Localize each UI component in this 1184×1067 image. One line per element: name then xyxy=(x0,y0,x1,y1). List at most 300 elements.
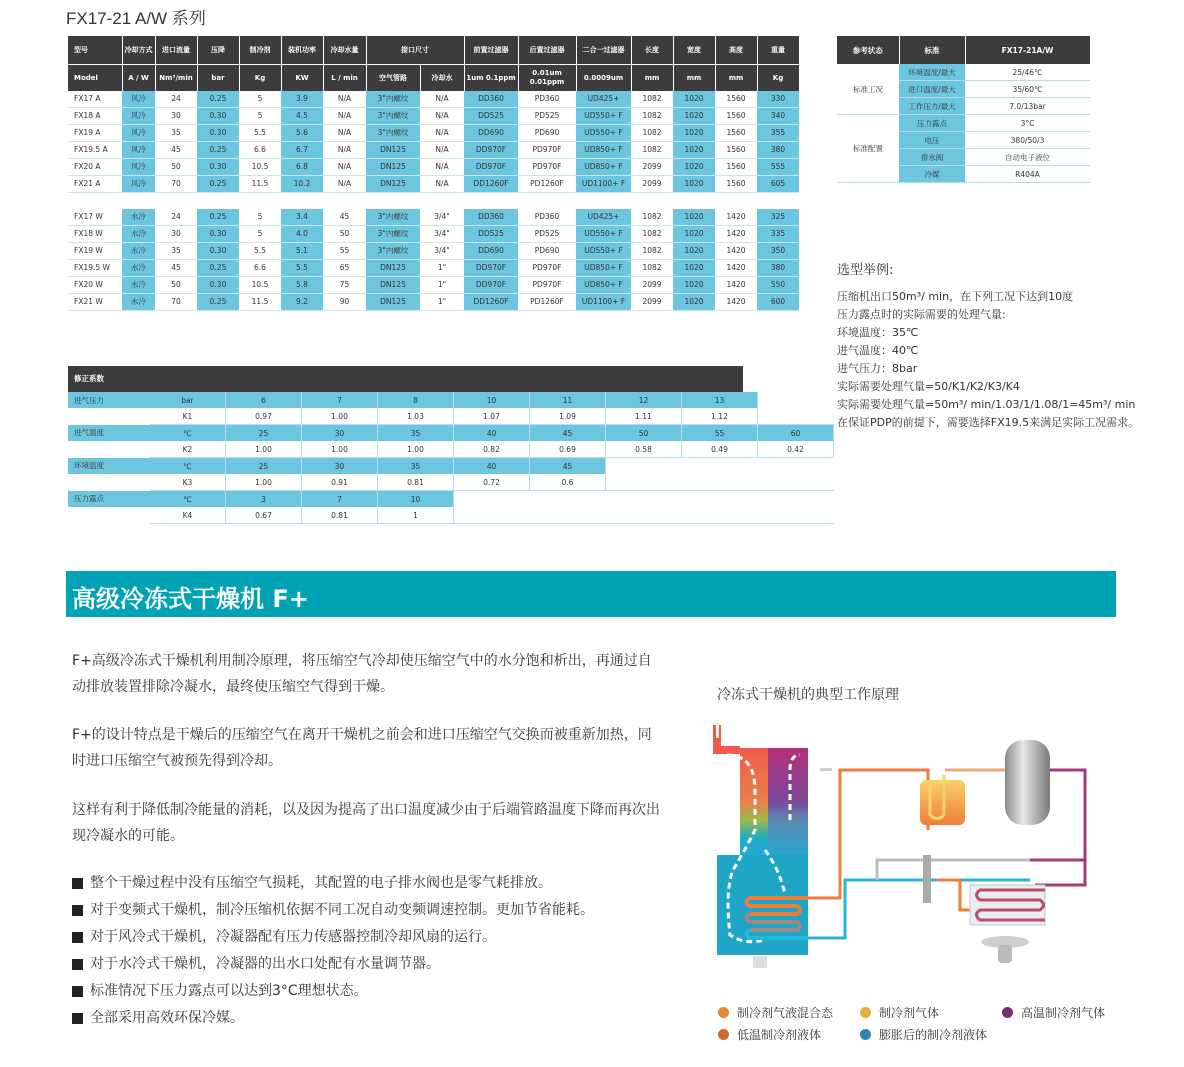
table-cell: 0.25 xyxy=(197,294,239,311)
table-cell: 0.30 xyxy=(197,159,239,176)
table-cell: 风冷 xyxy=(122,91,155,108)
legend-dot-icon xyxy=(718,1007,729,1018)
table-cell: 380 xyxy=(757,260,799,277)
corr-cell: 35 xyxy=(378,458,454,475)
table-cell: PD360 xyxy=(518,209,576,226)
corr-cell xyxy=(606,507,682,524)
legend-dot-icon xyxy=(1002,1007,1013,1018)
corr-cell xyxy=(758,392,834,408)
table-cell: 水冷 xyxy=(122,294,155,311)
table-cell: 1420 xyxy=(715,209,757,226)
table-cell: UD850+ F xyxy=(576,260,631,277)
table-cell: 1020 xyxy=(673,176,715,193)
table-cell: 11.5 xyxy=(239,294,281,311)
corr-cell xyxy=(682,458,758,475)
legend-label: 高温制冷剂气体 xyxy=(1021,1006,1106,1020)
table-cell: 5 xyxy=(239,209,281,226)
table-cell: N/A xyxy=(323,159,366,176)
corr-cell: 40 xyxy=(454,458,530,475)
ref-value: 25/46℃ xyxy=(965,64,1090,81)
table-row xyxy=(68,176,799,193)
table-cell: FX18 A xyxy=(68,108,122,125)
table-cell: 水冷 xyxy=(122,243,155,260)
spec-header: 制冷剂 xyxy=(239,36,281,65)
ref-header-row xyxy=(837,36,1090,64)
table-cell: 3"内螺纹 xyxy=(366,125,420,142)
table-cell: FX17 A xyxy=(68,91,122,108)
table-cell: 1082 xyxy=(631,260,673,277)
spec-header: 接口尺寸 xyxy=(366,36,464,65)
corr-cell: 0.67 xyxy=(226,507,302,524)
table-cell: 4.5 xyxy=(281,108,323,125)
table-cell: 3.4 xyxy=(281,209,323,226)
table-cell: 45 xyxy=(155,142,197,159)
example-line: 压力露点时的实际需要的处理气量: xyxy=(837,308,1006,321)
spec-header-row1 xyxy=(68,36,799,65)
table-cell: 1560 xyxy=(715,176,757,193)
example-line: 环境温度：35℃ xyxy=(837,326,919,339)
list-item xyxy=(72,1005,652,1032)
corr-label xyxy=(68,441,150,458)
spec-subheader: mm xyxy=(631,65,673,92)
corr-cell: 0.58 xyxy=(606,441,682,458)
bullet-square-icon xyxy=(72,932,83,943)
table-cell: DD970F xyxy=(464,142,518,159)
spec-header: 重量 xyxy=(757,36,799,65)
ref-value: 35/60℃ xyxy=(965,81,1090,98)
table-cell: DD970F xyxy=(464,277,518,294)
table-cell: 350 xyxy=(757,243,799,260)
table-cell: 6.8 xyxy=(281,159,323,176)
spec-subheader: 冷却水 xyxy=(420,65,464,92)
corr-cell: 11 xyxy=(530,392,606,408)
bullet-square-icon xyxy=(72,986,83,997)
table-cell: UD850+ F xyxy=(576,159,631,176)
corr-label xyxy=(68,408,150,425)
section-banner xyxy=(66,571,1116,617)
table-cell: 0.25 xyxy=(197,260,239,277)
table-cell: 1020 xyxy=(673,209,715,226)
spec-water-rows xyxy=(68,209,799,311)
corr-cell xyxy=(454,491,530,508)
table-cell: PD1260F xyxy=(518,294,576,311)
list-item xyxy=(72,897,652,924)
table-cell: 3/4" xyxy=(420,209,464,226)
table-cell: PD360 xyxy=(518,91,576,108)
table-cell: 1020 xyxy=(673,159,715,176)
ref-value: 7.0/13bar xyxy=(965,98,1090,115)
corr-cell xyxy=(606,474,682,491)
table-cell: 1560 xyxy=(715,142,757,159)
table-cell: UD1100+ F xyxy=(576,294,631,311)
table-cell: PD970F xyxy=(518,159,576,176)
corr-label: 进气压力 xyxy=(68,392,150,408)
table-cell: DD1260F xyxy=(464,176,518,193)
table-cell: 10.2 xyxy=(281,176,323,193)
corr-cell: 1.07 xyxy=(454,408,530,425)
corr-cell: 30 xyxy=(302,425,378,442)
example-line: 进气压力：8bar xyxy=(837,362,918,375)
table-cell: 1020 xyxy=(673,91,715,108)
table-cell: PD970F xyxy=(518,277,576,294)
spec-subheader: 空气管路 xyxy=(366,65,420,92)
spec-subheader: 0.0009um xyxy=(576,65,631,92)
table-cell: 5 xyxy=(239,108,281,125)
example-line: 实际需要处理气量=50/K1/K2/K3/K4 xyxy=(837,380,1020,393)
corr-cell xyxy=(758,408,834,425)
table-cell: FX20 A xyxy=(68,159,122,176)
table-cell: DN125 xyxy=(366,260,420,277)
legend-label: 制冷剂气体 xyxy=(879,1006,940,1020)
table-cell: 1020 xyxy=(673,294,715,311)
paragraph-1: F+高级冷冻式干燥机利用制冷原理，将压缩空气冷却使压缩空气中的水分饱和析出，再通过自动排放装置排除冷凝水，最终使压缩空气得到干燥。 xyxy=(72,653,652,695)
table-cell: 0.25 xyxy=(197,142,239,159)
table-cell: 5.5 xyxy=(281,260,323,277)
spec-subheader: Nm³/min xyxy=(155,65,197,92)
corr-cell xyxy=(758,458,834,475)
table-cell: 3.9 xyxy=(281,91,323,108)
table-cell: 6.6 xyxy=(239,260,281,277)
table-cell: 1560 xyxy=(715,159,757,176)
table-cell: 3"内螺纹 xyxy=(366,209,420,226)
table-row xyxy=(68,142,799,159)
corr-cell: 0.69 xyxy=(530,441,606,458)
list-item xyxy=(72,924,652,951)
corr-cell: 1.12 xyxy=(682,408,758,425)
table-cell: 380 xyxy=(757,142,799,159)
table-cell: 4.0 xyxy=(281,226,323,243)
table-cell: 3/4" xyxy=(420,226,464,243)
corr-cell: 7 xyxy=(302,392,378,408)
table-cell: DD525 xyxy=(464,108,518,125)
table-cell: 0.25 xyxy=(197,91,239,108)
spec-subheader: Kg xyxy=(239,65,281,92)
ref-value: 自动电子液位 xyxy=(965,149,1090,166)
table-cell: 10.5 xyxy=(239,159,281,176)
banner-title: 高级冷冻式干燥机 F+ xyxy=(72,585,309,613)
corr-cell: 10 xyxy=(454,392,530,408)
ref-group: 标准工况 xyxy=(837,64,899,115)
table-cell: 0.30 xyxy=(197,226,239,243)
corr-cell xyxy=(682,474,758,491)
table-cell: 1020 xyxy=(673,260,715,277)
corr-cell: 0.97 xyxy=(226,408,302,425)
table-cell: N/A xyxy=(420,176,464,193)
table-cell: 355 xyxy=(757,125,799,142)
table-cell: 50 xyxy=(323,226,366,243)
reference-table xyxy=(837,36,1091,183)
table-cell: 1" xyxy=(420,277,464,294)
list-item-text: 对于风冷式干燥机，冷凝器配有压力传感器控制冷却风扇的运行。 xyxy=(90,929,496,945)
spec-table xyxy=(68,36,800,311)
table-cell: 水冷 xyxy=(122,277,155,294)
table-cell: DD690 xyxy=(464,125,518,142)
table-cell: 1082 xyxy=(631,108,673,125)
table-cell: 1" xyxy=(420,260,464,277)
spec-header: 高度 xyxy=(715,36,757,65)
legend-label: 低温制冷剂液体 xyxy=(737,1028,822,1042)
ref-param: 工作压力/最大 xyxy=(899,98,965,115)
corr-cell: 1.03 xyxy=(378,408,454,425)
table-cell: 3"内螺纹 xyxy=(366,108,420,125)
table-cell: PD690 xyxy=(518,243,576,260)
table-cell: 水冷 xyxy=(122,260,155,277)
table-cell: 1020 xyxy=(673,142,715,159)
table-cell: 风冷 xyxy=(122,176,155,193)
ref-param: 排水阀 xyxy=(899,149,965,166)
table-cell: 1560 xyxy=(715,125,757,142)
table-cell: 风冷 xyxy=(122,108,155,125)
table-cell: FX18 W xyxy=(68,226,122,243)
corr-cell xyxy=(758,474,834,491)
table-cell: 5.1 xyxy=(281,243,323,260)
table-cell: PD1260F xyxy=(518,176,576,193)
table-cell: 45 xyxy=(155,260,197,277)
table-cell: DN125 xyxy=(366,159,420,176)
table-cell: 1020 xyxy=(673,125,715,142)
corr-cell: 0.81 xyxy=(378,474,454,491)
spec-subheader: mm xyxy=(673,65,715,92)
table-row xyxy=(68,243,799,260)
table-cell: 11.5 xyxy=(239,176,281,193)
bullet-square-icon xyxy=(72,905,83,916)
table-cell: 水冷 xyxy=(122,226,155,243)
table-cell: FX21 W xyxy=(68,294,122,311)
corr-cell: 40 xyxy=(454,425,530,442)
table-cell: 0.30 xyxy=(197,108,239,125)
ref-value: R404A xyxy=(965,166,1090,183)
table-cell: PD970F xyxy=(518,142,576,159)
table-cell: 335 xyxy=(757,226,799,243)
ref-group: 标准配置 xyxy=(837,115,899,183)
corr-row-k xyxy=(68,507,834,524)
corr-label: 进气温度 xyxy=(68,425,150,442)
corr-cell: 10 xyxy=(378,491,454,508)
corr-cell: 1 xyxy=(378,507,454,524)
table-cell: 1020 xyxy=(673,108,715,125)
table-cell: 50 xyxy=(155,277,197,294)
table-cell: 550 xyxy=(757,277,799,294)
table-cell: DD525 xyxy=(464,226,518,243)
table-cell: 2099 xyxy=(631,294,673,311)
table-row xyxy=(68,125,799,142)
corr-cell xyxy=(758,491,834,508)
table-row xyxy=(68,277,799,294)
corr-cell: 12 xyxy=(606,392,682,408)
table-cell: 330 xyxy=(757,91,799,108)
corr-cell: 0.42 xyxy=(758,441,834,458)
refrigeration-diagram xyxy=(705,720,1115,980)
table-row xyxy=(68,226,799,243)
table-row xyxy=(837,115,1090,132)
example-line: 在保证PDP的前提下，需要选择FX19.5来满足实际工况需求。 xyxy=(837,416,1140,429)
legend-dot-icon xyxy=(860,1007,871,1018)
spec-header: 长度 xyxy=(631,36,673,65)
table-cell: 340 xyxy=(757,108,799,125)
ref-param: 冷媒 xyxy=(899,166,965,183)
table-cell: FX19 W xyxy=(68,243,122,260)
table-cell: N/A xyxy=(420,142,464,159)
spec-header: 压降 xyxy=(197,36,239,65)
spec-subheader: 0.01um 0.01ppm xyxy=(518,65,576,92)
ref-header: FX17-21A/W xyxy=(965,36,1090,64)
corr-unit: bar xyxy=(150,392,226,408)
table-cell: DD690 xyxy=(464,243,518,260)
list-item xyxy=(72,870,652,897)
table-cell: DD360 xyxy=(464,91,518,108)
table-cell: 65 xyxy=(323,260,366,277)
table-cell: 1082 xyxy=(631,142,673,159)
corr-cell xyxy=(530,507,606,524)
corr-cell: 7 xyxy=(302,491,378,508)
table-cell: UD550+ F xyxy=(576,108,631,125)
table-cell: 5.5 xyxy=(239,125,281,142)
example-line: 进气温度：40℃ xyxy=(837,344,919,357)
table-cell: 50 xyxy=(155,159,197,176)
spec-subheader: bar xyxy=(197,65,239,92)
corr-cell: 1.00 xyxy=(302,408,378,425)
list-item-text: 整个干燥过程中没有压缩空气损耗，其配置的电子排水阀也是零气耗排放。 xyxy=(90,875,552,891)
table-cell: UD550+ F xyxy=(576,226,631,243)
table-row xyxy=(68,260,799,277)
table-cell: FX19.5 A xyxy=(68,142,122,159)
table-cell: 35 xyxy=(155,125,197,142)
ref-header: 标准 xyxy=(899,36,965,64)
bullet-square-icon xyxy=(72,1013,83,1024)
spec-subheader: mm xyxy=(715,65,757,92)
example-line: 实际需要处理气量=50m³/ min/1.03/1/1.08/1=45m³/ min xyxy=(837,398,1136,411)
table-cell: 1020 xyxy=(673,277,715,294)
correction-table xyxy=(68,366,834,524)
corr-cell: 13 xyxy=(682,392,758,408)
spec-header-row2 xyxy=(68,65,799,92)
spec-header: 型号 xyxy=(68,36,122,65)
corr-cell: 60 xyxy=(758,425,834,442)
corr-label xyxy=(68,474,150,491)
table-row xyxy=(68,108,799,125)
corr-row-k xyxy=(68,441,834,458)
table-row xyxy=(837,64,1090,81)
table-cell: 6.7 xyxy=(281,142,323,159)
corr-label: 压力露点 xyxy=(68,491,150,508)
table-cell: 90 xyxy=(323,294,366,311)
table-cell: PD525 xyxy=(518,226,576,243)
table-cell: N/A xyxy=(323,142,366,159)
table-cell: 0.30 xyxy=(197,243,239,260)
corr-row-k xyxy=(68,408,834,425)
table-cell: DD360 xyxy=(464,209,518,226)
corr-cell xyxy=(606,491,682,508)
table-cell: 55 xyxy=(323,243,366,260)
legend-item xyxy=(718,1026,821,1043)
legend-dot-icon xyxy=(718,1029,729,1040)
table-cell: DN125 xyxy=(366,176,420,193)
page-title: FX17-21 A/W 系列 xyxy=(66,9,206,28)
corr-cell xyxy=(454,507,530,524)
corr-k-label: K4 xyxy=(150,507,226,524)
corr-label xyxy=(68,507,150,524)
spec-header: 二合一过滤器 xyxy=(576,36,631,65)
ref-param: 进口温度/最大 xyxy=(899,81,965,98)
table-cell: N/A xyxy=(420,125,464,142)
table-cell: 325 xyxy=(757,209,799,226)
ref-value: 3°C xyxy=(965,115,1090,132)
corr-k-label: K1 xyxy=(150,408,226,425)
spec-subheader: L / min xyxy=(323,65,366,92)
example-line: 压缩机出口50m³/ min，在下列工况下达到10度 xyxy=(837,290,1074,303)
table-cell: 3/4" xyxy=(420,243,464,260)
corr-cell: 1.00 xyxy=(226,441,302,458)
corr-k-label: K2 xyxy=(150,441,226,458)
corr-cell: 1.00 xyxy=(302,441,378,458)
corr-unit: ℃ xyxy=(150,491,226,508)
table-cell: 风冷 xyxy=(122,125,155,142)
corr-cell xyxy=(682,491,758,508)
legend-item xyxy=(1002,1004,1105,1021)
spec-header: 进口流量 xyxy=(155,36,197,65)
table-cell: 3"内螺纹 xyxy=(366,243,420,260)
table-cell: 水冷 xyxy=(122,209,155,226)
table-cell: 1082 xyxy=(631,91,673,108)
table-cell: 1" xyxy=(420,294,464,311)
list-item xyxy=(72,978,652,1005)
table-cell: DN125 xyxy=(366,142,420,159)
table-cell: 1420 xyxy=(715,294,757,311)
table-cell: 70 xyxy=(155,294,197,311)
table-cell: 0.25 xyxy=(197,176,239,193)
table-cell: 1082 xyxy=(631,226,673,243)
table-cell: 0.25 xyxy=(197,209,239,226)
spec-subheader: Kg xyxy=(757,65,799,92)
table-cell: 2099 xyxy=(631,277,673,294)
corr-cell: 25 xyxy=(226,458,302,475)
ref-param: 压力露点 xyxy=(899,115,965,132)
table-cell: 2099 xyxy=(631,159,673,176)
table-cell: FX19.5 W xyxy=(68,260,122,277)
spec-header: 宽度 xyxy=(673,36,715,65)
table-cell: 风冷 xyxy=(122,159,155,176)
table-row xyxy=(68,209,799,226)
table-cell: UD550+ F xyxy=(576,243,631,260)
list-item-text: 标准情况下压力露点可以达到3°C理想状态。 xyxy=(90,983,368,999)
corr-cell xyxy=(606,458,682,475)
table-cell: UD425+ xyxy=(576,91,631,108)
corr-row-k xyxy=(68,474,834,491)
diagram-title: 冷冻式干燥机的典型工作原理 xyxy=(717,687,899,703)
table-cell: 1082 xyxy=(631,209,673,226)
table-cell: FX19 A xyxy=(68,125,122,142)
spec-air-rows xyxy=(68,91,799,193)
table-cell: 1560 xyxy=(715,108,757,125)
table-cell: 1020 xyxy=(673,243,715,260)
table-cell: UD425+ xyxy=(576,209,631,226)
table-cell: 1082 xyxy=(631,243,673,260)
table-cell: UD850+ F xyxy=(576,142,631,159)
corr-cell: 0.91 xyxy=(302,474,378,491)
paragraph-2: F+的设计特点是干燥后的压缩空气在离开干燥机之前会和进口压缩空气交换而被重新加热，同时进口压缩空气被预先得到冷却。 xyxy=(72,727,652,769)
paragraph-3: 这样有利于降低制冷能量的消耗，以及因为提高了出口温度减少由于后端管路温度下降而再次出现冷凝水的可能。 xyxy=(72,802,660,844)
corr-cell: 25 xyxy=(226,425,302,442)
corr-cell: 30 xyxy=(302,458,378,475)
correction-title: 修正系数 xyxy=(68,366,743,392)
table-cell: 5 xyxy=(239,226,281,243)
corr-cell xyxy=(530,491,606,508)
table-cell: UD1100+ F xyxy=(576,176,631,193)
corr-row-values xyxy=(68,425,834,442)
table-cell: UD550+ F xyxy=(576,125,631,142)
table-cell: PD525 xyxy=(518,108,576,125)
table-cell: FX20 W xyxy=(68,277,122,294)
